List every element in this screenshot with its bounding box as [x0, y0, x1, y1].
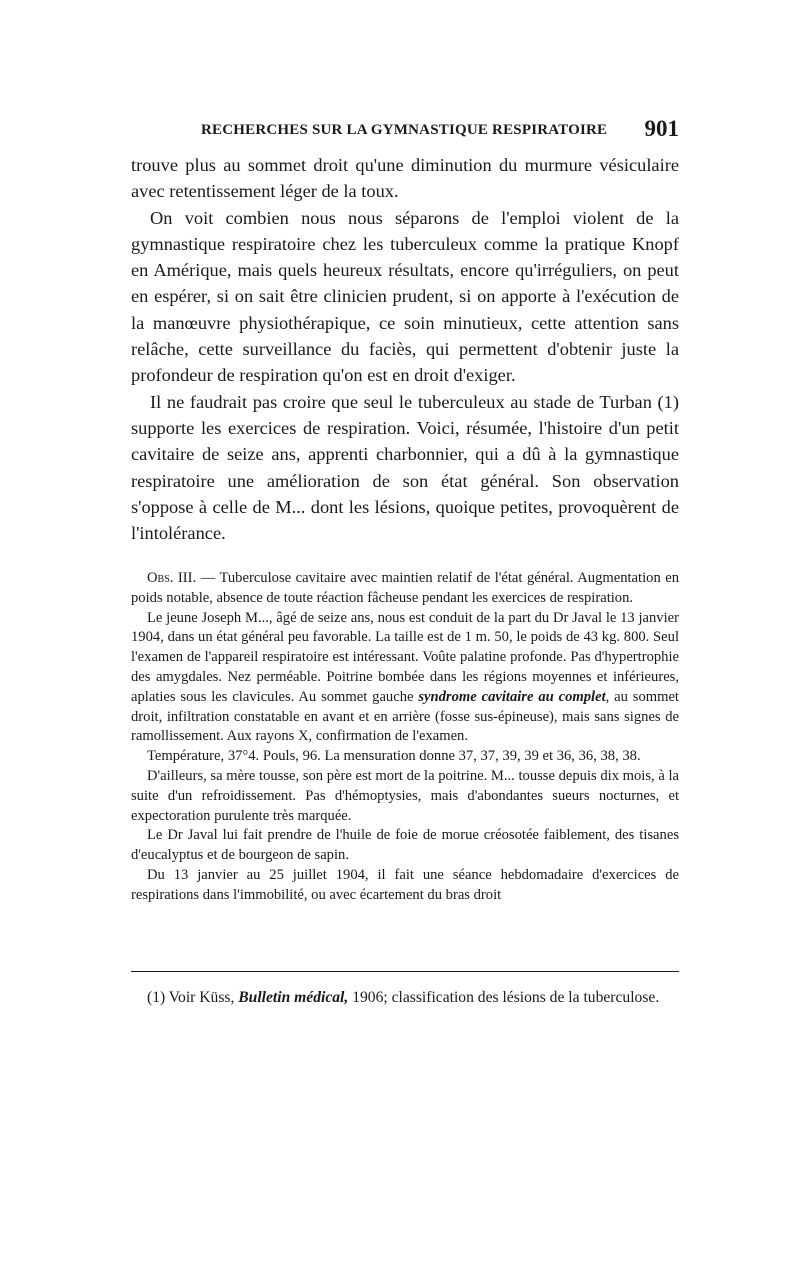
page-number: 901 [644, 116, 679, 141]
observation-treatment: Le Dr Javal lui fait prendre de l'huile de foie de morue créosotée faiblement, des tisanes d'eucalyptus et de bourgeon de sapin. [131, 827, 679, 864]
footnote [131, 987, 679, 1008]
footnote-divider [131, 971, 679, 972]
paragraph-turban: Il ne faudrait pas croire que seul le tuberculeux au stade de Turban (1) supporte les exercices de respiration. Voici, résumée, l'histoire d'un petit cavitaire de seize ans, apprenti charbonnier, qui a dû à la gymnastique respiratoire une amélioration de son état général. Son observation s'oppose à celle de M... dont les lésions, quoique petites, provoquèrent de l'intolérance. [131, 391, 679, 544]
footnote-text-b: 1906; classification des lésions de la tuberculose. [348, 989, 660, 1006]
observation-heading [131, 569, 679, 609]
paragraph-continuation: trouve plus au sommet droit qu'une diminution du murmure vésiculaire avec retentissement léger de la toux. [131, 155, 679, 202]
observation-sessions: Du 13 janvier au 25 juillet 1904, il fait une séance hebdomadaire d'exercices de respirations dans l'immobilité, ou avec écartement du bras droit [131, 866, 679, 903]
observation-block [131, 569, 679, 906]
footnote-text-a: (1) Voir Küss, [147, 989, 239, 1006]
footnote-emphasis: Bulletin médical, [238, 989, 349, 1006]
footnote-text [131, 987, 679, 1008]
observation-temperature: Température, 37°4. Pouls, 96. La mensuration donne 37, 37, 39, 39 et 36, 36, 38, 38. [147, 748, 641, 765]
running-head [131, 116, 679, 146]
observation-exam [131, 609, 679, 748]
main-text [131, 152, 679, 546]
exam-emphasis: syndrome cavitaire au complet [418, 688, 606, 705]
exam-text-b: , au sommet droit, infiltration constatable en avant et en arrière (fosse sus-épineuse), mais sans signes de ramollissement. Aux rayons X, confirmation de l'examen. [131, 688, 679, 745]
observation-history: D'ailleurs, sa mère tousse, son père est mort de la poitrine. M... tousse depuis dix mois, à la suite d'un refroidissement. Pas d'hémoptysies, mais d'abondantes sueurs nocturnes, et expectoration purulente très marquée. [131, 767, 679, 824]
paragraph-knopf: On voit combien nous nous séparons de l'emploi violent de la gymnastique respiratoire chez les tuberculeux comme la pratique Knopf en Amérique, mais quels heureux résultats, encore qu'irréguliers, on peut en espérer, si on sait être clinicien prudent, si on apporte à l'exécution de la manœuvre physiothérapique, ce soin minutieux, cette attention sans relâche, cette surveillance du faciès, qui permettent d'obtenir juste la profondeur de respiration qu'on est en droit d'exiger. [131, 207, 679, 386]
exam-text-a: Le jeune Joseph M..., âgé de seize ans, nous est conduit de la part du Dr Javal le 13 janvier 1904, dans un état général peu favorable. La taille est de 1 m. 50, le poids de 43 kg. 800. Seul l'examen de l'appareil respiratoire est intéressant. Voûte palatine profonde. Pas d'hypertrophie des amygdales. Nez perméable. Poitrine bombée dans les régions moyennes et inférieures, aplaties sous les clavicules. Au sommet gauche [131, 609, 679, 705]
observation-label: Obs. III. [147, 570, 197, 586]
running-title: RECHERCHES SUR LA GYMNASTIQUE RESPIRATOIRE [201, 122, 608, 138]
observation-title: — Tuberculose cavitaire avec maintien relatif de l'état général. Augmentation en poids notable, absence de toute réaction fâcheuse pendant les exercices de respiration. [131, 570, 680, 606]
